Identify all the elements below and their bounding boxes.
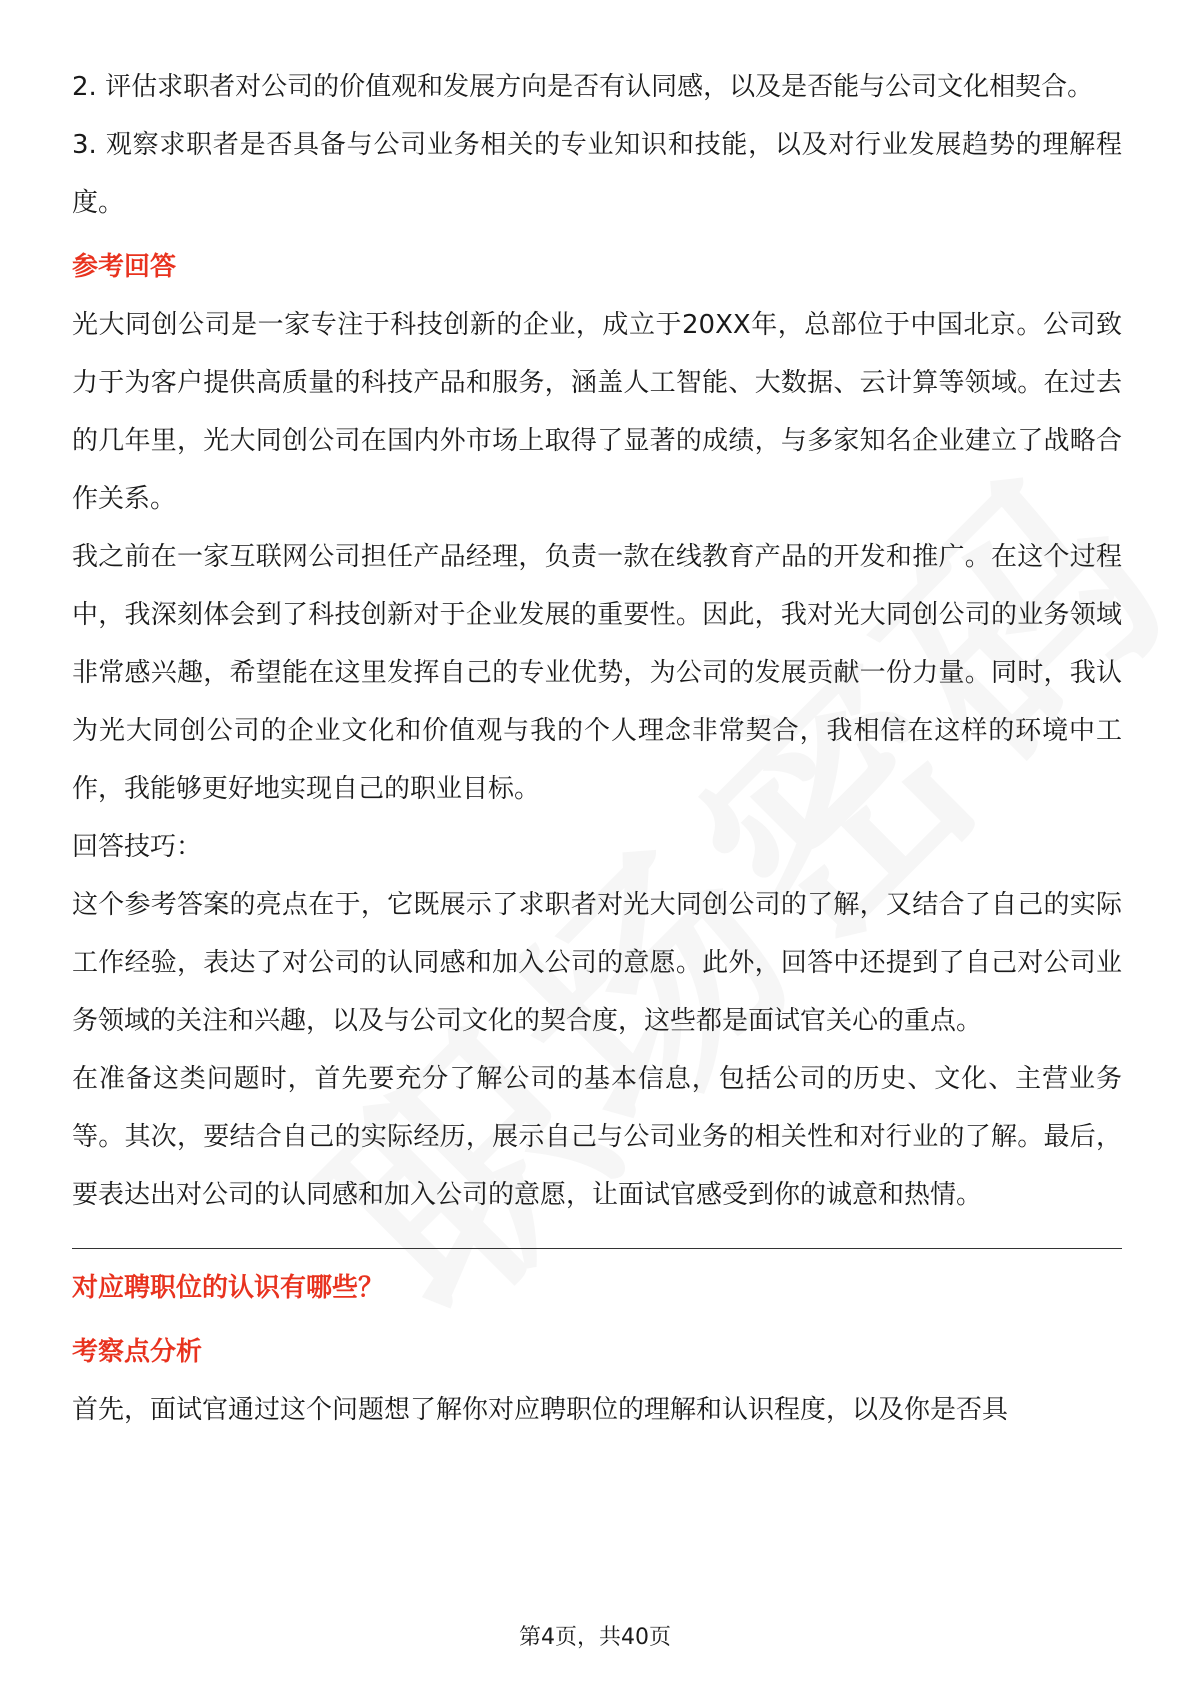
section-divider (72, 1248, 1122, 1249)
tips-label: 回答技巧： (72, 832, 203, 862)
tips-paragraph-1: 这个参考答案的亮点在于，它既展示了求职者对光大同创公司的了解，又结合了自己的实际工作经验，表达了对公司的认同感和加入公司的意愿。此外，回答中还提到了自己对公司业务领域的关注和兴趣，以及与公司文化的契合度，这些都是面试官关心的重点。 (72, 890, 1122, 1036)
analysis-heading: 考察点分析 (72, 1337, 203, 1367)
page-number-footer: 第4页，共40页 (519, 1625, 671, 1650)
question-title: 对应聘职位的认识有哪些？ (72, 1273, 385, 1303)
list-item-2: 2. 评估求职者对公司的价值观和发展方向是否有认同感，以及是否能与公司文化相契合。 (72, 72, 1094, 102)
reference-paragraph-2: 我之前在一家互联网公司担任产品经理，负责一款在线教育产品的开发和推广。在这个过程中，我深刻体会到了科技创新对于企业发展的重要性。因此，我对光大同创公司的业务领域非常感兴趣，希望能在这里发挥自己的专业优势，为公司的发展贡献一份力量。同时，我认为光大同创公司的企业文化和价值观与我的个人理念非常契合，我相信在这样的环境中工作，我能够更好地实现自己的职业目标。 (72, 542, 1122, 804)
reference-paragraph-1: 光大同创公司是一家专注于科技创新的企业，成立于20XX年，总部位于中国北京。公司致力于为客户提供高质量的科技产品和服务，涵盖人工智能、大数据、云计算等领域。在过去的几年里，光大同创公司在国内外市场上取得了显著的成绩，与多家知名企业建立了战略合作关系。 (72, 310, 1122, 514)
tips-paragraph-2: 在准备这类问题时，首先要充分了解公司的基本信息，包括公司的历史、文化、主营业务等。其次，要结合自己的实际经历，展示自己与公司业务的相关性和对行业的了解。最后，要表达出对公司的认同感和加入公司的意愿，让面试官感受到你的诚意和热情。 (72, 1064, 1122, 1210)
page-content (72, 58, 1122, 1439)
analysis-paragraph: 首先，面试官通过这个问题想了解你对应聘职位的理解和认识程度，以及你是否具 (72, 1395, 1009, 1425)
list-item-3: 3. 观察求职者是否具备与公司业务相关的专业知识和技能，以及对行业发展趋势的理解程度。 (72, 130, 1122, 218)
reference-answer-heading: 参考回答 (72, 252, 177, 282)
